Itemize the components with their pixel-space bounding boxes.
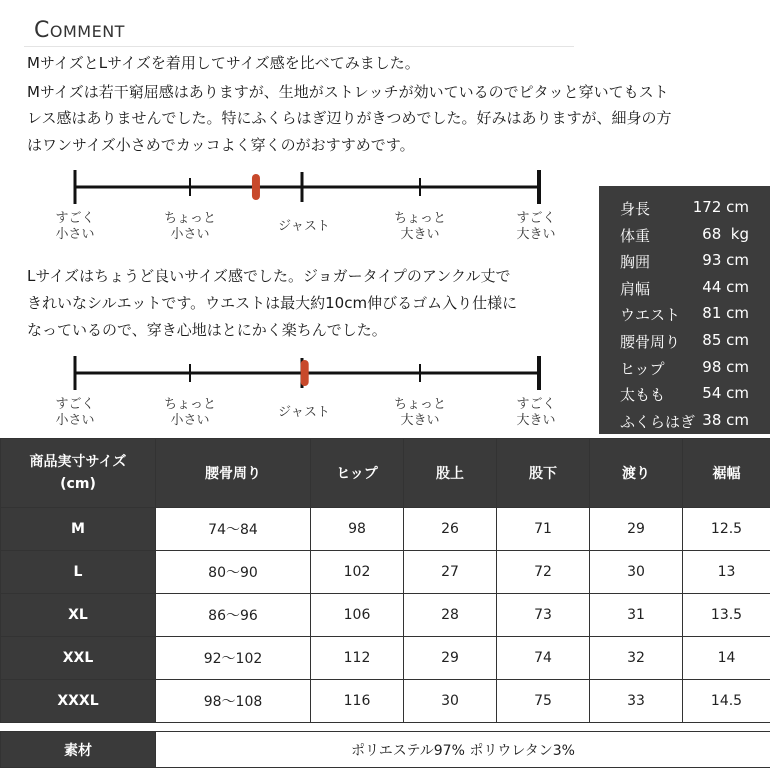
- model-row-value: 98 cm: [702, 357, 749, 376]
- comment-line: きれいなシルエットです。ウエストは最大約10cm伸びるゴム入り仕様に: [27, 294, 518, 312]
- fit-scale-label-line: 大きい: [400, 227, 440, 242]
- size-table-cell: 12.5: [683, 508, 770, 551]
- size-table-cell: 92～102: [156, 637, 311, 680]
- size-table-cell: 29: [590, 508, 683, 551]
- size-table-cell: 73: [497, 594, 590, 637]
- fit-scale-label-line: 小さい: [170, 227, 210, 242]
- table-row: [1, 637, 770, 680]
- model-row-value: 85 cm: [702, 331, 749, 349]
- model-row-value: 93 cm: [702, 251, 749, 270]
- material-table: [0, 731, 770, 768]
- size-table-column-header: 渡り: [590, 439, 683, 508]
- table-row: [1, 594, 770, 637]
- comment-line: Mサイズは若干窮屈感はありますが、生地がストレッチが効いているのでピタッと穿いてもスト: [27, 83, 669, 101]
- size-table-cell: 29: [404, 637, 497, 680]
- size-table-column-header: 股上: [404, 439, 497, 508]
- fit-scale-label-line: すごく: [516, 211, 556, 226]
- fit-scale-label-line: すごく: [55, 397, 95, 412]
- size-table-cell: 102: [311, 551, 404, 594]
- model-row: [599, 273, 770, 300]
- size-label: M: [1, 508, 156, 551]
- model-row-label: 身長: [620, 200, 651, 218]
- comment-heading-initial: C: [34, 18, 50, 43]
- size-table-cell: 30: [590, 551, 683, 594]
- size-table-column-header: ヒップ: [311, 439, 404, 508]
- fit-scale-l: [42, 354, 582, 439]
- size-table-cell: 26: [404, 508, 497, 551]
- model-row-value: 38 cm: [702, 410, 749, 429]
- size-table-cell: 28: [404, 594, 497, 637]
- comment-line: はワンサイズ小さめでカッコよく穿くのがおすすめです。: [27, 136, 415, 154]
- model-row-label: 胸囲: [620, 253, 651, 272]
- size-table-cell: 14: [683, 637, 770, 680]
- fit-scale-label-line: ちょっと: [393, 211, 446, 226]
- size-table-cell: 116: [311, 680, 404, 723]
- model-row: [599, 406, 770, 433]
- fit-scale-label-line: ちょっと: [393, 397, 446, 412]
- fit-scale-label: [496, 397, 576, 429]
- size-table-column-header: 股下: [497, 439, 590, 508]
- size-table-cell: 80～90: [156, 551, 311, 594]
- fit-scale-label-line: 小さい: [55, 227, 95, 242]
- model-row-label: 腰骨周り: [620, 333, 681, 351]
- model-row: [599, 326, 770, 353]
- model-row-label: ふくらはぎ: [620, 412, 696, 431]
- size-table-cell: 13.5: [683, 594, 770, 637]
- fit-scale-label: [496, 211, 576, 243]
- fit-scale-label-line: 小さい: [55, 413, 95, 428]
- size-table-cell: 74～84: [156, 508, 311, 551]
- size-table-cell: 106: [311, 594, 404, 637]
- fit-scale-label-line: すごく: [55, 211, 95, 226]
- fit-scale-marker: [301, 360, 309, 386]
- size-label: XL: [1, 594, 156, 637]
- model-row: [599, 379, 770, 406]
- size-table-cell: 31: [590, 594, 683, 637]
- size-table-cell: 33: [590, 680, 683, 723]
- comment-line: Lサイズはちょうど良いサイズ感でした。ジョガータイプのアンクル丈で: [27, 267, 511, 285]
- table-row: [1, 680, 770, 723]
- fit-scale-graphic: [42, 168, 582, 208]
- model-row: [599, 220, 770, 247]
- model-row-label: ヒップ: [620, 359, 665, 378]
- model-row: [599, 299, 770, 326]
- fit-scale-label: [150, 397, 230, 429]
- size-table-cell: 75: [497, 680, 590, 723]
- fit-scale-label-line: ジャスト: [278, 405, 330, 420]
- fit-scale-label: [264, 219, 344, 235]
- comment-line: なっているので、穿き心地はとにかく楽ちんでした。: [27, 321, 387, 339]
- model-row-label: 体重: [620, 226, 651, 245]
- model-row-value: 81 cm: [702, 304, 749, 323]
- size-table-cell: 13: [683, 551, 770, 594]
- model-row-label: 太もも: [620, 386, 666, 405]
- size-table-corner: [1, 439, 156, 508]
- fit-scale-label-line: すごく: [516, 397, 556, 412]
- fit-scale-label: [35, 397, 115, 429]
- size-table-cell: 98～108: [156, 680, 311, 723]
- comment-line: レス感はありませんでした。特にふくらはぎ辺りがきつめでした。好みはありますが、細身の方: [27, 109, 672, 127]
- size-label: XXL: [1, 637, 156, 680]
- size-table-corner-line: (cm): [60, 476, 96, 492]
- model-row-value: 172 cm: [692, 198, 749, 216]
- material-value: ポリエステル97% ポリウレタン3%: [156, 732, 770, 768]
- fit-scale-graphic: [42, 354, 582, 394]
- model-row: [599, 193, 770, 220]
- fit-scale-label-line: ちょっと: [163, 211, 216, 226]
- fit-scale-marker: [252, 174, 260, 200]
- fit-scale-label-line: 大きい: [516, 413, 556, 428]
- model-row-value: 54 cm: [702, 384, 749, 403]
- model-row-value: 44 cm: [702, 277, 749, 296]
- comment-divider: [24, 46, 574, 47]
- fit-scale-label-line: ちょっと: [163, 397, 216, 412]
- fit-scale-label: [150, 211, 230, 243]
- fit-scale-label: [380, 397, 460, 429]
- fit-scale-label-line: 大きい: [516, 227, 556, 242]
- size-label: L: [1, 551, 156, 594]
- size-table-cell: 71: [497, 508, 590, 551]
- size-table-header: [1, 439, 770, 508]
- model-row: [599, 353, 770, 380]
- fit-scale-m: [42, 168, 582, 253]
- size-table-cell: 32: [590, 637, 683, 680]
- table-row: [1, 508, 770, 551]
- fit-scale-label-line: 小さい: [170, 413, 210, 428]
- fit-scale-label: [35, 211, 115, 243]
- fit-scale-label-line: ジャスト: [278, 219, 330, 234]
- model-row-label: ウエスト: [620, 306, 681, 325]
- size-table: [0, 438, 770, 723]
- model-row-label: 肩幅: [620, 279, 651, 298]
- material-label: 素材: [1, 732, 156, 768]
- fit-scale-label-line: 大きい: [400, 413, 440, 428]
- comment-heading-rest: OMMENT: [49, 22, 125, 41]
- model-row-value: 68 kg: [702, 224, 749, 243]
- size-table-cell: 98: [311, 508, 404, 551]
- size-table-cell: 86～96: [156, 594, 311, 637]
- size-table-column-header: 裾幅: [683, 439, 770, 508]
- size-table-cell: 112: [311, 637, 404, 680]
- table-row: [1, 551, 770, 594]
- size-table-corner-line: 商品実寸サイズ: [29, 454, 127, 470]
- size-table-column-header: 腰骨周り: [156, 439, 311, 508]
- size-table-cell: 14.5: [683, 680, 770, 723]
- size-table-cell: 74: [497, 637, 590, 680]
- comment-heading: [34, 18, 125, 43]
- fit-scale-label: [380, 211, 460, 243]
- fit-scale-label: [264, 405, 344, 421]
- size-table-cell: 30: [404, 680, 497, 723]
- size-table-cell: 27: [404, 551, 497, 594]
- model-measurements: [599, 186, 770, 434]
- size-table-cell: 72: [497, 551, 590, 594]
- comment-line: MサイズとLサイズを着用してサイズ感を比べてみました。: [27, 54, 420, 72]
- size-label: XXXL: [1, 680, 156, 723]
- model-row: [599, 246, 770, 273]
